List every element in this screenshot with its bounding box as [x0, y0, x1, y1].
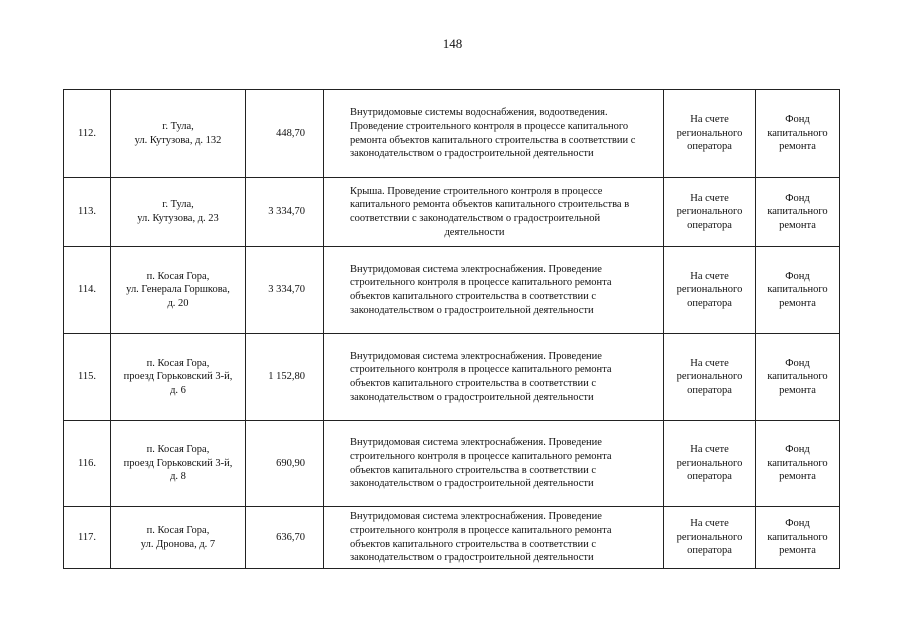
address-line: п. Косая Гора, — [146, 270, 210, 282]
executor-line: оператора — [687, 384, 732, 396]
work-line: законодательством о градостроительной деятельности — [350, 478, 594, 490]
address-cell — [111, 507, 246, 569]
work-line: законодательством о градостроительной деятельности — [350, 148, 594, 160]
executor-cell — [664, 178, 756, 247]
address-cell — [111, 90, 246, 178]
work-line: строительного контроля в процессе капитального ремонта — [350, 450, 612, 462]
work-line: строительного контроля в процессе капитального ремонта — [350, 524, 612, 536]
address-cell — [111, 178, 246, 247]
executor-line: регионального — [676, 531, 743, 543]
work-description-cell — [324, 247, 664, 334]
executor-line: регионального — [676, 284, 743, 296]
work-line: объектов капитального строительства в соответствии с — [350, 464, 596, 476]
amount-cell: 690,90 — [246, 421, 324, 507]
executor-line: регионального — [676, 127, 743, 139]
source-line: капитального — [767, 371, 828, 383]
table-row — [64, 247, 840, 334]
address-line: д. 6 — [170, 384, 186, 396]
source-line: Фонд — [785, 270, 810, 282]
work-line: деятельности — [444, 226, 505, 238]
amount-cell: 3 334,70 — [246, 247, 324, 334]
funding-source-cell — [756, 178, 840, 247]
source-line: капитального — [767, 127, 828, 139]
address-line: проезд Горьковский 3-й, — [123, 457, 233, 469]
row-number: 113. — [64, 178, 111, 247]
table-row — [64, 507, 840, 569]
page-number: 148 — [442, 36, 463, 51]
table-body — [64, 90, 840, 569]
work-line: строительного контроля в процессе капитального ремонта — [350, 277, 612, 289]
work-description-cell — [324, 421, 664, 507]
work-line: объектов капитального строительства в соответствии с — [350, 378, 596, 389]
work-line: ремонта объектов капитального строительства в соответствии с — [350, 134, 636, 146]
address-line: г. Тула, — [162, 120, 194, 132]
repair-table — [63, 89, 840, 569]
source-line: ремонта — [779, 545, 816, 557]
address-line: проезд Горьковский 3-й, — [123, 371, 233, 383]
source-line: Фонд — [785, 192, 810, 204]
address-line: ул. Дронова, д. 7 — [140, 538, 216, 550]
row-number: 115. — [64, 334, 111, 421]
source-line: капитального — [767, 284, 828, 296]
work-line: Внутридомовая система электроснабжения. Проведение — [350, 437, 602, 449]
funding-source-cell — [756, 90, 840, 178]
source-line: Фонд — [785, 444, 810, 456]
executor-line: регионального — [676, 457, 743, 469]
executor-line: оператора — [687, 141, 732, 153]
executor-cell — [664, 507, 756, 569]
source-line: Фонд — [785, 518, 810, 530]
table-row — [64, 90, 840, 178]
row-number: 114. — [64, 247, 111, 334]
address-line: п. Косая Гора, — [146, 524, 210, 536]
work-line: Внутридомовые системы водоснабжения, водоотведения. — [350, 107, 608, 119]
work-description-cell — [324, 507, 664, 569]
executor-cell — [664, 247, 756, 334]
address-line: г. Тула, — [162, 199, 194, 211]
executor-line: На счете — [690, 518, 729, 530]
address-cell — [111, 334, 246, 421]
work-line: соответствии с законодательством о градостроительной — [350, 213, 601, 224]
executor-line: оператора — [687, 297, 732, 309]
executor-line: На счете — [690, 357, 729, 369]
funding-source-cell — [756, 247, 840, 334]
address-cell — [111, 247, 246, 334]
executor-line: регионального — [676, 371, 743, 383]
source-line: капитального — [767, 206, 828, 218]
address-line: ул. Генерала Горшкова, — [126, 284, 230, 296]
executor-line: регионального — [676, 206, 743, 218]
work-line: Внутридомовая система электроснабжения. Проведение — [350, 511, 602, 523]
source-line: капитального — [767, 531, 828, 543]
address-cell — [111, 421, 246, 507]
executor-cell — [664, 90, 756, 178]
address-line: п. Косая Гора, — [146, 444, 210, 456]
amount-cell: 636,70 — [246, 507, 324, 569]
executor-line: оператора — [687, 545, 732, 557]
row-number: 117. — [64, 507, 111, 569]
executor-cell — [664, 421, 756, 507]
work-line: объектов капитального строительства в соответствии с — [350, 538, 596, 550]
source-line: Фонд — [785, 357, 810, 369]
funding-source-cell — [756, 507, 840, 569]
source-line: ремонта — [779, 297, 816, 309]
table-row — [64, 178, 840, 247]
executor-line: На счете — [690, 114, 729, 126]
address-line: ул. Кутузова, д. 23 — [137, 213, 219, 224]
work-line: объектов капитального строительства в соответствии с — [350, 291, 596, 302]
amount-cell: 1 152,80 — [246, 334, 324, 421]
work-line: Крыша. Проведение строительного контроля в процессе — [350, 185, 603, 197]
work-line: Проведение строительного контроля в процессе капитального — [350, 120, 629, 132]
address-line: п. Косая Гора, — [146, 357, 210, 369]
table-row — [64, 421, 840, 507]
source-line: ремонта — [779, 384, 816, 396]
funding-source-cell — [756, 334, 840, 421]
work-description-cell — [324, 178, 664, 247]
work-line: капитального ремонта объектов капитального строительства в — [350, 199, 630, 211]
row-number: 112. — [64, 90, 111, 178]
address-line: д. 8 — [170, 471, 186, 483]
executor-line: На счете — [690, 192, 729, 204]
funding-source-cell — [756, 421, 840, 507]
row-number: 116. — [64, 421, 111, 507]
executor-cell — [664, 334, 756, 421]
work-description-cell — [324, 334, 664, 421]
address-line: д. 20 — [167, 297, 189, 309]
work-line: строительного контроля в процессе капитального ремонта — [350, 364, 612, 376]
executor-line: оператора — [687, 471, 732, 483]
source-line: ремонта — [779, 471, 816, 483]
executor-line: оператора — [687, 219, 732, 231]
work-line: законодательством о градостроительной деятельности — [350, 552, 594, 564]
work-description-cell — [324, 90, 664, 178]
source-line: Фонд — [785, 114, 810, 126]
amount-cell: 448,70 — [246, 90, 324, 178]
source-line: капитального — [767, 457, 828, 469]
address-line: ул. Кутузова, д. 132 — [134, 134, 222, 146]
work-line: Внутридомовая система электроснабжения. Проведение — [350, 263, 602, 275]
work-line: законодательством о градостроительной деятельности — [350, 391, 594, 403]
work-line: законодательством о градостроительной деятельности — [350, 304, 594, 316]
source-line: ремонта — [779, 141, 816, 153]
amount-cell: 3 334,70 — [246, 178, 324, 247]
work-line: Внутридомовая система электроснабжения. Проведение — [350, 350, 602, 362]
table-row — [64, 334, 840, 421]
source-line: ремонта — [779, 219, 816, 231]
executor-line: На счете — [690, 444, 729, 456]
executor-line: На счете — [690, 270, 729, 282]
